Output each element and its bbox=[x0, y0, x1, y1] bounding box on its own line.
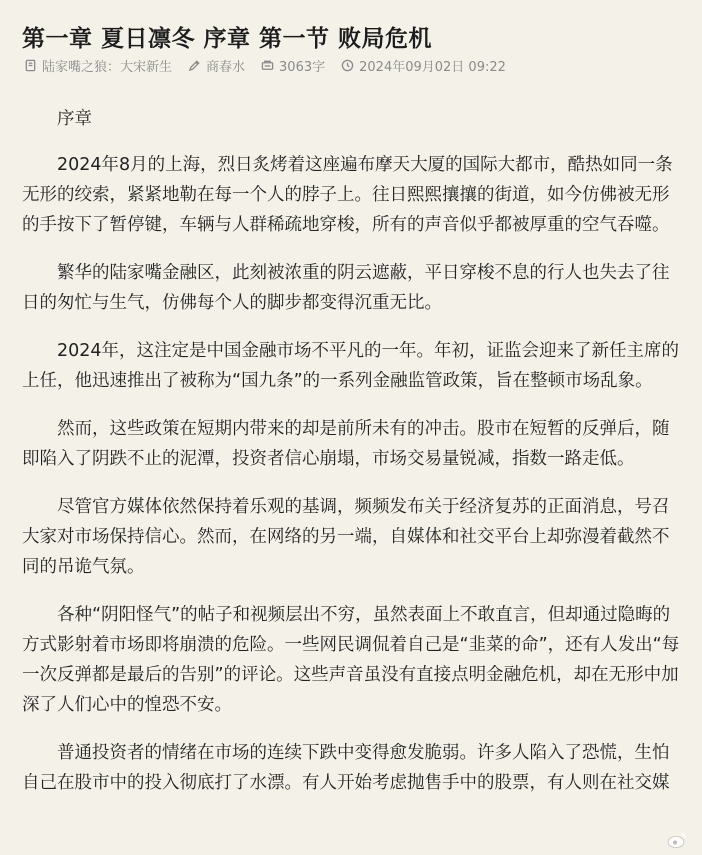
weibo-logo-icon bbox=[666, 831, 688, 849]
paragraph: 尽管官方媒体依然保持着乐观的基调，频频发布关于经济复苏的正面消息，号召大家对市场保持信心。然而，在网络的另一端，自媒体和社交平台上却弥漫着截然不同的吊诡气氛。 bbox=[22, 497, 670, 577]
pen-icon bbox=[188, 59, 201, 72]
meta-book bbox=[24, 56, 172, 75]
word-count-text: 3063字 bbox=[279, 60, 326, 75]
datetime-text: 2024年09月02日 09:22 bbox=[359, 60, 506, 75]
author-link[interactable]: 商春水 bbox=[206, 60, 246, 75]
meta-datetime bbox=[341, 56, 506, 75]
chapter-body bbox=[22, 104, 682, 816]
paragraph: 2024年8月的上海，烈日炙烤着这座遍布摩天大厦的国际大都市，酷热如同一条无形的绞索，紧紧地勒在每一个人的脖子上。往日熙熙攘攘的街道，如今仿佛被无形的手按下了暂停键，车辆与人群稀疏地穿梭，所有的声音似乎都被厚重的空气吞噬。 bbox=[22, 155, 673, 235]
book-icon bbox=[24, 59, 37, 72]
paragraph: 各种“阴阳怪气”的帖子和视频层出不穷，虽然表面上不敢直言，但却通过隐晦的方式影射着市场即将崩溃的危险。一些网民调侃着自己是“韭菜的命”，还有人发出“每一次反弹都是最后的告别”的评论。这些声音虽没有直接点明金融危机，却在无形中加深了人们心中的惶恐不安。 bbox=[22, 605, 680, 715]
watermark bbox=[666, 831, 692, 849]
word-count-icon bbox=[261, 59, 274, 72]
paragraph: 2024年，这注定是中国金融市场不平凡的一年。年初，证监会迎来了新任主席的上任，他迅速推出了被称为“国九条”的一系列金融监管政策，旨在整顿市场乱象。 bbox=[22, 341, 680, 391]
section-heading: 序章 bbox=[57, 109, 92, 129]
meta-author bbox=[188, 56, 245, 75]
chapter-title: 第一章 夏日凛冬 序章 第一节 败局危机 bbox=[22, 26, 433, 52]
clock-icon bbox=[341, 59, 354, 72]
book-link[interactable]: 陆家嘴之狼：大宋新生 bbox=[42, 60, 173, 75]
paragraph: 然而，这些政策在短期内带来的却是前所未有的冲击。股市在短暂的反弹后，随即陷入了阴跌不止的泥潭，投资者信心崩塌，市场交易量锐减，指数一路走低。 bbox=[22, 419, 670, 469]
article-meta bbox=[24, 56, 522, 75]
paragraph: 繁华的陆家嘴金融区，此刻被浓重的阴云遮蔽，平日穿梭不息的行人也失去了往日的匆忙与生气，仿佛每个人的脚步都变得沉重无比。 bbox=[22, 263, 670, 313]
meta-word-count bbox=[261, 56, 325, 75]
paragraph: 普通投资者的情绪在市场的连续下跌中变得愈发脆弱。许多人陷入了恐慌，生怕自己在股市中的投入彻底打了水漂。有人开始考虑抛售手中的股票，有人则在社交媒 bbox=[22, 743, 670, 793]
